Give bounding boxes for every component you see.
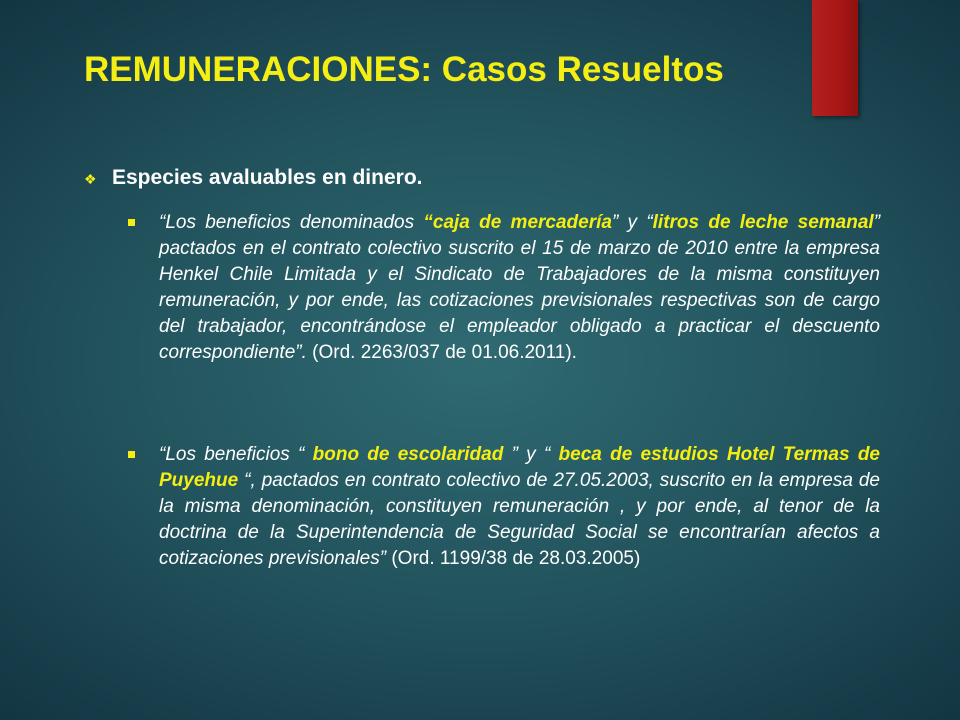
highlight-term: bono de escolaridad — [312, 444, 504, 465]
ordinance-reference: (Ord. 1199/38 de 28.03.2005) — [386, 548, 641, 569]
quote-text: “Los beneficios “ — [159, 444, 313, 465]
case-paragraph-1 — [159, 210, 880, 366]
quote-text: “Los beneficios denominados — [159, 212, 424, 233]
heading-text — [112, 166, 423, 190]
case-item-2 — [128, 442, 880, 572]
square-bullet-icon — [128, 219, 135, 226]
quote-text: “, pactados en contrato colectivo de 27.05.2003, suscrito en la empresa de la misma denominación, constituyen remuneración , y por ende, al tenor de la doctrina de la Superintendencia de Seguridad Social se encontrarían afectos a cotizaciones previsionales” — [159, 470, 880, 569]
slide-title: REMUNERACIONES: Casos Resueltos — [84, 50, 724, 89]
heading-bullet-item — [84, 166, 874, 190]
quote-text: ” y “ — [503, 444, 559, 465]
highlight-term: beca de estudios Hotel Termas de Puyehue — [159, 444, 880, 491]
square-bullet-icon — [128, 451, 135, 458]
diamond-arrows-icon: ❖ — [84, 171, 97, 187]
quote-text: ” pactados en el contrato colectivo suscrito el 15 de marzo de 2010 entre la empresa Henkel Chile Limitada y el Sindicato de Trabajadores de la misma constituyen remuneración, y por ende, las cotizaciones previsionales respectivas son de cargo del trabajador, encontrándose el empleador obligado a practicar el descuento correspondiente”. — [159, 212, 881, 363]
ordinance-reference: (Ord. 2263/037 de 01.06.2011). — [306, 342, 577, 363]
case-paragraph-2 — [159, 442, 880, 572]
heading-label: Especies avaluables en dinero — [112, 166, 417, 189]
highlight-term: litros de leche semanal — [652, 212, 874, 233]
heading-suffix: . — [416, 166, 423, 189]
quote-text: ” y “ — [611, 212, 653, 233]
case-item-1 — [128, 210, 880, 366]
red-accent-bar — [812, 0, 858, 116]
highlight-term: “caja de mercadería — [423, 212, 612, 233]
